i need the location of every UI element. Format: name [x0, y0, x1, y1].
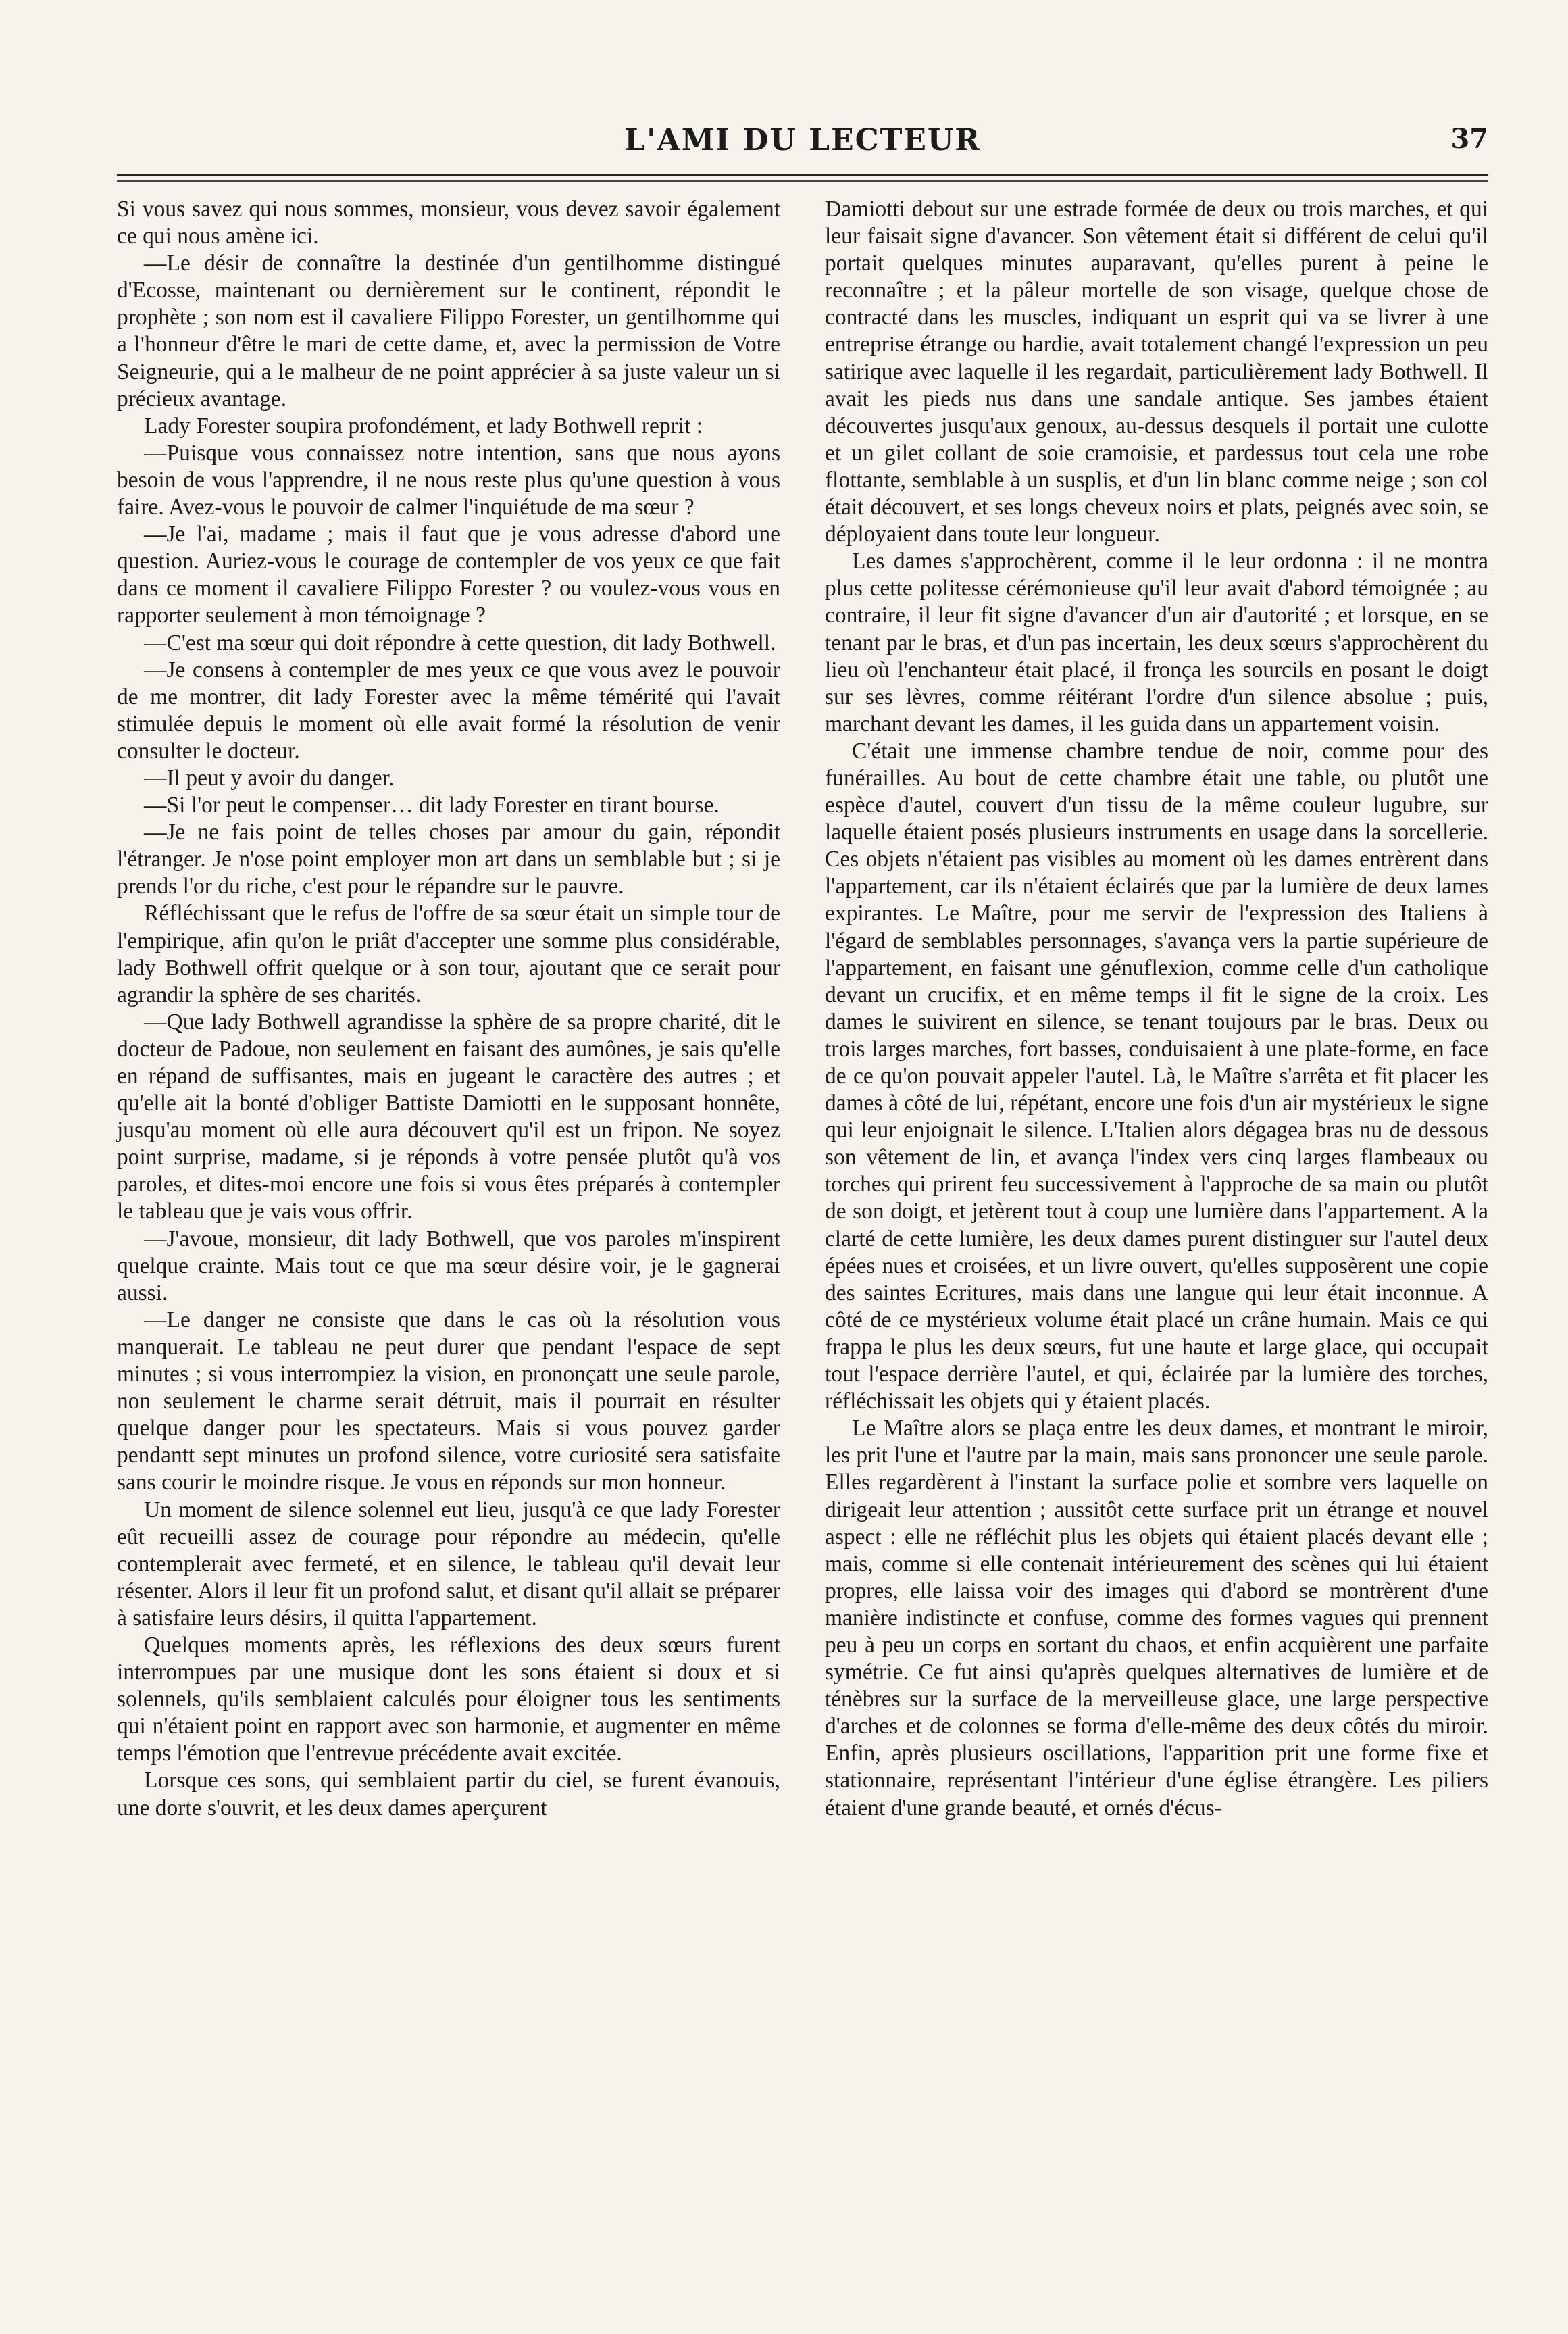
page-number: 37: [1450, 123, 1488, 155]
paragraph: Si vous savez qui nous sommes, monsieur, vous devez savoir également ce qui nous amène ici.: [117, 197, 780, 249]
running-title: L'AMI DU LECTEUR: [624, 123, 981, 157]
header-rule: [117, 174, 1488, 182]
paragraph: Réfléchissant que le refus de l'offre de sa sœur était un simple tour de l'empirique, afin qu'on le priât d'accepter une somme plus considérable, lady Bothwell offrit quelque or à son tour, ajoutant que ce serait pour agrandir la sphère de ses charités.: [117, 901, 780, 1008]
paragraph: —J'avoue, monsieur, dit lady Bothwell, que vos paroles m'inspirent quelque crainte. Mais tout ce que ma sœur désire voir, je le gagnerai aussi.: [117, 1226, 780, 1306]
paragraph: —Puisque vous connaissez notre intention, sans que nous ayons besoin de vous l'apprendre, il ne nous reste plus qu'une question à vous faire. Avez-vous le pouvoir de calmer l'inquiétude de ma sœur ?: [117, 440, 780, 520]
paragraph: —Je consens à contempler de mes yeux ce que vous avez le pouvoir de me montrer, dit lady Forester avec la même témérité qui l'avait stimulée depuis le moment où elle avait formé la résolution de venir consulter le docteur.: [117, 657, 780, 764]
paragraph: Lorsque ces sons, qui semblaient partir du ciel, se furent évanouis, une dorte s'ouvrit, et les deux dames aperçurent: [117, 1768, 780, 1820]
paragraph: Un moment de silence solennel eut lieu, jusqu'à ce que lady Forester eût recueilli assez de courage pour répondre au médecin, qu'elle contemplerait avec fermeté, et en silence, le tableau qu'il devait leur résenter. Alors il leur fit un profond salut, et disant qu'il allait se préparer à satisfaire leurs désirs, il quitta l'appartement.: [117, 1497, 780, 1631]
paragraph: Lady Forester soupira profondément, et lady Bothwell reprit :: [144, 413, 703, 439]
text-column-right: [825, 196, 1488, 1822]
paragraph: —Le désir de connaître la destinée d'un gentilhomme distingué d'Ecosse, maintenant ou dernièrement sur le continent, répondit le prophète ; son nom est il cavaliere Filippo Forester, un gentilhomme qui a l'honneur d'être le mari de cette dame, et, avec la permission de Votre Seigneurie, qui a le malheur de ne point apprécier à sa juste valeur un si précieux avantage.: [117, 251, 780, 412]
paragraph: —Le danger ne consiste que dans le cas où la résolution vous manquerait. Le tableau ne peut durer que pendant l'espace de sept minutes ; si vous interrompiez la vision, en prononçatt une seule parole, non seulement le charme serait détruit, mais il pourrait en résulter quelque danger pour les spectateurs. Mais si vous pouvez garder pendantt sept minutes un profond silence, votre curiosité sera satisfaite sans courir le moindre risque. Je vous en réponds sur mon honneur.: [117, 1307, 780, 1495]
paragraph: Les dames s'approchèrent, comme il le leur ordonna : il ne montra plus cette politesse cérémonieuse qu'il leur avait d'abord témoignée ; au contraire, il leur fit signe d'avancer d'un air d'autorité ; et lorsque, en se tenant par le bras, et d'un pas incertain, les deux sœurs s'approchèrent du lieu où l'enchanteur était placé, il fronça les sourcils en posant le doigt sur ses lèvres, comme réitérant l'ordre d'un silence absolue ; puis, marchant devant les dames, il les guida dans un appartement voisin.: [825, 549, 1488, 737]
paragraph: Le Maître alors se plaça entre les deux dames, et montrant le miroir, les prit l'une et l'autre par la main, mais sans prononcer une seule parole. Elles regardèrent à l'instant la surface polie et sombre vers laquelle on dirigeait leur attention ; aussitôt cette surface prit un étrange et nouvel aspect : elle ne réfléchit plus les objets qui étaient placés devant elle ; mais, comme si elle contenait intérieurement des scènes qui lui étaient propres, elle laissa voir des images qui d'abord se montrèrent d'une manière indistincte et confuse, comme des formes vagues qui prennent peu à peu un corps en sortant du chaos, et enfin acquièrent une parfaite symétrie. Ce fut ainsi qu'après quelques alternatives de lumière et de ténèbres sur la surface de la merveilleuse glace, une large perspective d'arches et de colonnes se forma d'elle-même des deux côtés du miroir. Enfin, après plusieurs oscillations, l'apparition prit une forme fixe et stationnaire, représentant l'intérieur d'une église étrangère. Les piliers étaient d'une grande beauté, et ornés d'écus-: [825, 1416, 1488, 1820]
paragraph: —Il peut y avoir du danger.: [144, 765, 395, 791]
paragraph: —Je l'ai, madame ; mais il faut que je vous adresse d'abord une question. Auriez-vous le courage de contempler de vos yeux ce que fait dans ce moment il cavaliere Filippo Forester ? ou voulez-vous vous en rapporter seulement à mon témoignage ?: [117, 522, 780, 628]
paragraph: —Si l'or peut le compenser… dit lady Forester en tirant bourse.: [144, 793, 719, 818]
paragraph: —C'est ma sœur qui doit répondre à cette question, dit lady Bothwell.: [144, 630, 776, 655]
paragraph: —Je ne fais point de telles choses par amour du gain, répondit l'étranger. Je n'ose point employer mon art dans un semblable but ; si je prends l'or du riche, c'est pour le répandre sur le pauvre.: [117, 820, 780, 899]
text-column-left: [117, 196, 780, 1822]
page-header: [117, 119, 1488, 173]
paragraph: Damiotti debout sur une estrade formée de deux ou trois marches, et qui leur faisait signe d'avancer. Son vêtement était si différent de celui qu'il portait quelques minutes auparavant, qu'elles purent à peine le reconnaître ; et la pâleur mortelle de son visage, quelque chose de contracté dans les muscles, indiquant un esprit qui va se livrer à une entreprise étrange ou hardie, avait totalement changé l'expression un peu satirique avec laquelle il les regardait, particulièrement lady Bothwell. Il avait les pieds nus dans une sandale antique. Ses jambes étaient découvertes jusqu'aux genoux, au-dessus desquels il portait une culotte et un gilet collant de soie cramoisie, et pardessus tout cela une robe flottante, semblable à un susplis, et d'un lin blanc comme neige ; son col était découvert, et ses longs cheveux noirs et plats, peignés avec soin, se déployaient dans toute leur longueur.: [825, 197, 1488, 547]
paragraph: —Que lady Bothwell agrandisse la sphère de sa propre charité, dit le docteur de Padoue, non seulement en faisant des aumônes, je sais qu'elle en répand de suffisantes, mais en jugeant le caractère des autres ; et qu'elle ait la bonté d'obliger Battiste Damiotti en le supposant honnête, jusqu'au moment où elle aura découvert qu'il est un fripon. Ne soyez point surprise, madame, si je réponds à votre pensée plutôt qu'à vos paroles, et dites-moi encore une fois si vous êtes préparés à contempler le tableau que je vais vous offrir.: [117, 1009, 780, 1224]
paragraph: C'était une immense chambre tendue de noir, comme pour des funérailles. Au bout de cette chambre était une table, ou plutôt une espèce d'autel, couvert d'un tissu de la même couleur lugubre, sur laquelle étaient posés plusieurs instruments en usage dans la sorcellerie. Ces objets n'étaient pas visibles au moment où les dames entrèrent dans l'appartement, car ils n'étaient éclairés que par la lumière de deux lames expirantes. Le Maître, pour me servir de l'expression des Italiens à l'égard de semblables personnages, s'avança vers la partie supérieure de l'appartement, en faisant une génuflexion, comme celle d'un catholique devant un crucifix, et en même temps il fit le signe de la croix. Les dames le suivirent en silence, se tenant toujours par le bras. Deux ou trois larges marches, fort basses, conduisaient à une plate-forme, en face de ce qu'on pouvait appeler l'autel. Là, le Maître s'arrêta et fit placer les dames à côté de lui, répétant, encore une fois d'un air mystérieux le signe qui leur enjoignait le silence. L'Italien alors dégagea bras nu de dessous son vêtement de lin, et avança l'index vers cinq larges flambeaux ou torches qui prirent feu successivement à l'approche de sa main ou plutôt de son doigt, et jetèrent tout à coup une lumière dans l'appartement. A la clarté de cette lumière, les deux dames purent distinguer sur l'autel deux épées nues et croisées, et un livre ouvert, qu'elles supposèrent une copie des saintes Ecritures, mais dans une langue qui leur était inconnue. A côté de ce mystérieux volume était placé un crâne humain. Mais ce qui frappa le plus les deux sœurs, fut une haute et large glace, qui occupait tout l'espace derrière l'autel, et qui, éclairée par la lumière des torches, réfléchissait les objets qui y étaient placés.: [825, 738, 1488, 1414]
paragraph: Quelques moments après, les réflexions des deux sœurs furent interrompues par une musique dont les sons étaient si doux et si solennels, qu'ils semblaient calculés pour éloigner tous les sentiments qui n'étaient point en rapport avec son harmonie, et augmenter en même temps l'émotion que l'entrevue précédente avait excitée.: [117, 1632, 780, 1766]
